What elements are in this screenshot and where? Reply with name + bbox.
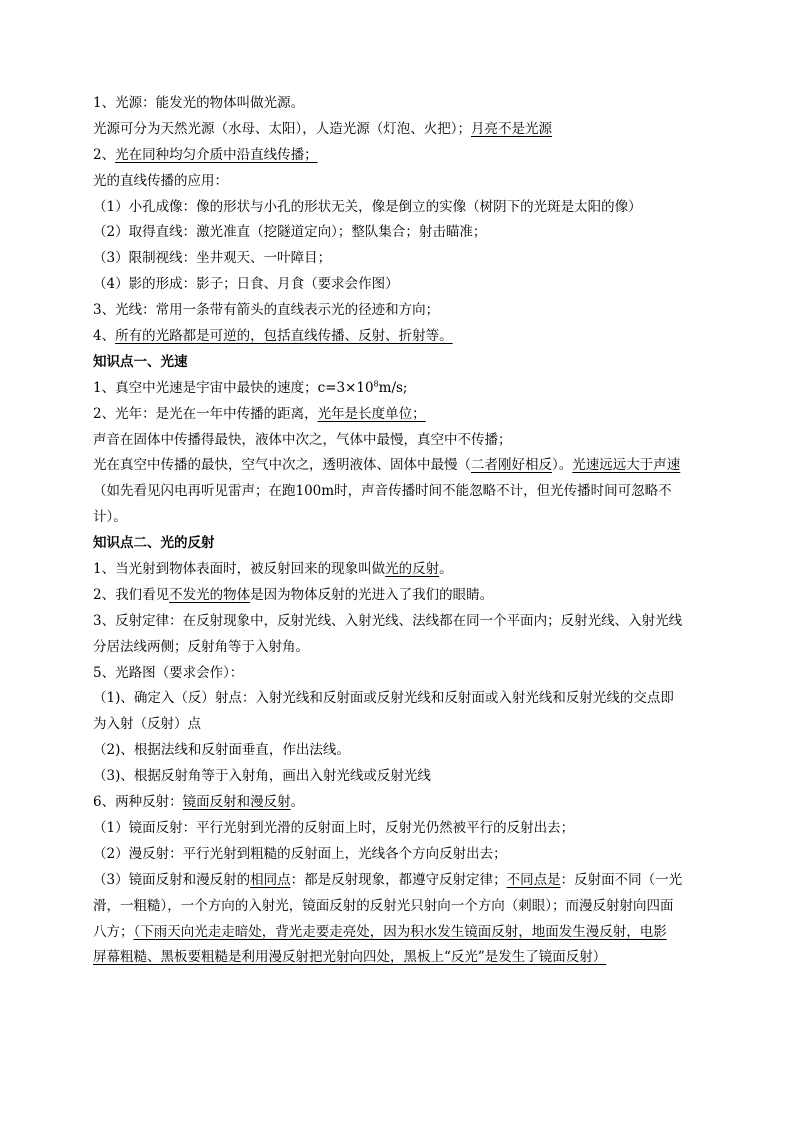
- text-line: [93, 376, 705, 402]
- text-line: [93, 661, 705, 687]
- text: 5、光路图（要求会作）：: [93, 664, 244, 681]
- text-line: [93, 453, 705, 479]
- text: 滑，一粗糙），一个方向的入射光，镜面反射的反射光只射向一个方向（刺眼）；而漫反射射向四面: [93, 897, 674, 914]
- superscript: 8: [373, 379, 379, 389]
- text-line: [93, 91, 705, 117]
- text: 1、真空中光速是宇宙中最快的速度；c=3×10: [93, 379, 374, 396]
- text: 6、两种反射：: [93, 794, 183, 811]
- text: 计）。: [93, 509, 127, 526]
- text: 3、光线：常用一条带有箭头的直线表示光的径迹和方向；: [93, 302, 440, 319]
- text-line: [93, 557, 705, 583]
- text-line: [93, 505, 705, 531]
- text: （4）影的形成：影子；日食、月食（要求会作图）: [93, 276, 399, 293]
- text-line: [93, 479, 705, 505]
- text-line: [93, 920, 705, 946]
- text: 分居法线两侧；反射角等于入射角。: [93, 638, 309, 655]
- text: （3）限制视线：坐井观天、一叶障目；: [93, 250, 332, 267]
- text-line: [93, 790, 705, 816]
- underlined-text: 二者刚好相反: [471, 457, 552, 474]
- underlined-text: 光的反射: [385, 561, 440, 578]
- text: （1）镜面反射：平行光射到光滑的反射面上时，反射光仍然被平行的反射出去；: [93, 819, 575, 836]
- text-line: [93, 195, 705, 221]
- text-line: [93, 712, 705, 738]
- underlined-text: 镜面反射和漫反射: [182, 794, 291, 811]
- text: （1)、确定入（反）射点：入射光线和反射面或反射光线和反射面或入射光线和反射光线的交点即: [93, 690, 674, 707]
- text: 1、当光射到物体表面时，被反射回来的现象叫做: [93, 561, 386, 578]
- text-line: [93, 169, 705, 195]
- text-line: [93, 143, 705, 169]
- underlined-text: 月亮不是光源: [471, 120, 552, 137]
- text: 八方；: [93, 923, 134, 940]
- underlined-text: 光在同种均匀介质中沿直线传播；: [115, 146, 318, 163]
- text: （2)、根据法线和反射面垂直，作出法线。: [93, 742, 350, 759]
- underlined-text: 所有的光路都是可逆的，包括直线传播、反射、折射等。: [115, 328, 453, 345]
- text: （1）小孔成像：像的形状与小孔的形状无关，像是倒立的实像（树阴下的光斑是太阳的像）: [93, 198, 642, 215]
- text-line: [93, 868, 705, 894]
- text: 是因为物体反射的光进入了我们的眼睛。: [250, 586, 494, 603]
- section-heading: [93, 350, 705, 376]
- text: ：反射面不同（一光: [560, 871, 683, 888]
- text: 1、光源：能发光的物体叫做光源。: [93, 95, 305, 111]
- text-line: [93, 117, 705, 143]
- text: 3、反射定律：在反射现象中，反射光线、入射光线、法线都在同一个平面内；反射光线、入射光线: [93, 612, 683, 629]
- text: 4、: [93, 328, 116, 345]
- text-line: [93, 842, 705, 868]
- text: （3)、根据反射角等于入射角，画出入射光线或反射光线: [93, 768, 431, 785]
- text: （2）取得直线：激光准直（挖隧道定向）；整队集合；射击瞄准；: [93, 224, 487, 241]
- text: （如先看见闪电再听见雷声；在跑100m时，声音传播时间不能忽略不计，但光传播时间可忽略不: [93, 483, 672, 500]
- underlined-text: 相同点: [250, 871, 291, 888]
- text-line: [93, 894, 705, 920]
- text-line: [93, 635, 705, 661]
- text-line: [93, 738, 705, 764]
- text-line: [93, 402, 705, 428]
- text: （2）漫反射：平行光射到粗糙的反射面上，光线各个方向反射出去；: [93, 845, 507, 862]
- underlined-text: 光年是长度单位；: [317, 405, 426, 422]
- text: （3）镜面反射和漫反射的: [93, 871, 251, 888]
- underlined-text: 屏幕粗糙、黑板要粗糙是利用漫反射把光射向四处，黑板上“反光”是发生了镜面反射）: [93, 949, 607, 966]
- text-line: [93, 945, 705, 971]
- underlined-text: 光速远远大于声速: [572, 457, 681, 474]
- text-line: [93, 583, 705, 609]
- text: ：都是反射现象，都遵守反射定律；: [290, 871, 507, 888]
- text-line: [93, 220, 705, 246]
- text: 2、光年：是光在一年中传播的距离，: [93, 405, 318, 422]
- underlined-text: 不同点是: [506, 871, 561, 888]
- section-heading: [93, 531, 705, 557]
- text-line: [93, 816, 705, 842]
- text-line: [93, 686, 705, 712]
- text-line: [93, 298, 705, 324]
- text-line: [93, 428, 705, 454]
- text: ）。: [552, 457, 573, 474]
- text: 光的直线传播的应用：: [93, 172, 228, 189]
- underlined-text: （下雨天向光走走暗处，背光走要走亮处，因为积水发生镜面反射，地面发生漫反射，电影: [133, 923, 667, 940]
- heading-text: 知识点一、光速: [93, 353, 188, 370]
- text: 光在真空中传播的最快，空气中次之，透明液体、固体中最慢（: [93, 457, 471, 474]
- text: 。: [439, 561, 453, 578]
- document-page: [93, 91, 705, 971]
- text-line: [93, 764, 705, 790]
- underlined-text: 不发光的物体: [169, 586, 251, 603]
- heading-text: 知识点二、光的反射: [93, 535, 215, 552]
- text-line: [93, 272, 705, 298]
- text: 。: [290, 794, 305, 811]
- text: 声音在固体中传播得最快，液体中次之，气体中最慢，真空中不传播；: [93, 431, 512, 448]
- text: 光源可分为天然光源（水母、太阳），人造光源（灯泡、火把）；: [93, 120, 471, 137]
- text: 为入射（反射）点: [93, 716, 201, 733]
- text-line: [93, 324, 705, 350]
- text-line: [93, 246, 705, 272]
- text: 2、我们看见: [93, 586, 170, 603]
- text: m/s;: [378, 379, 408, 396]
- text: 2、: [93, 146, 116, 163]
- text-line: [93, 609, 705, 635]
